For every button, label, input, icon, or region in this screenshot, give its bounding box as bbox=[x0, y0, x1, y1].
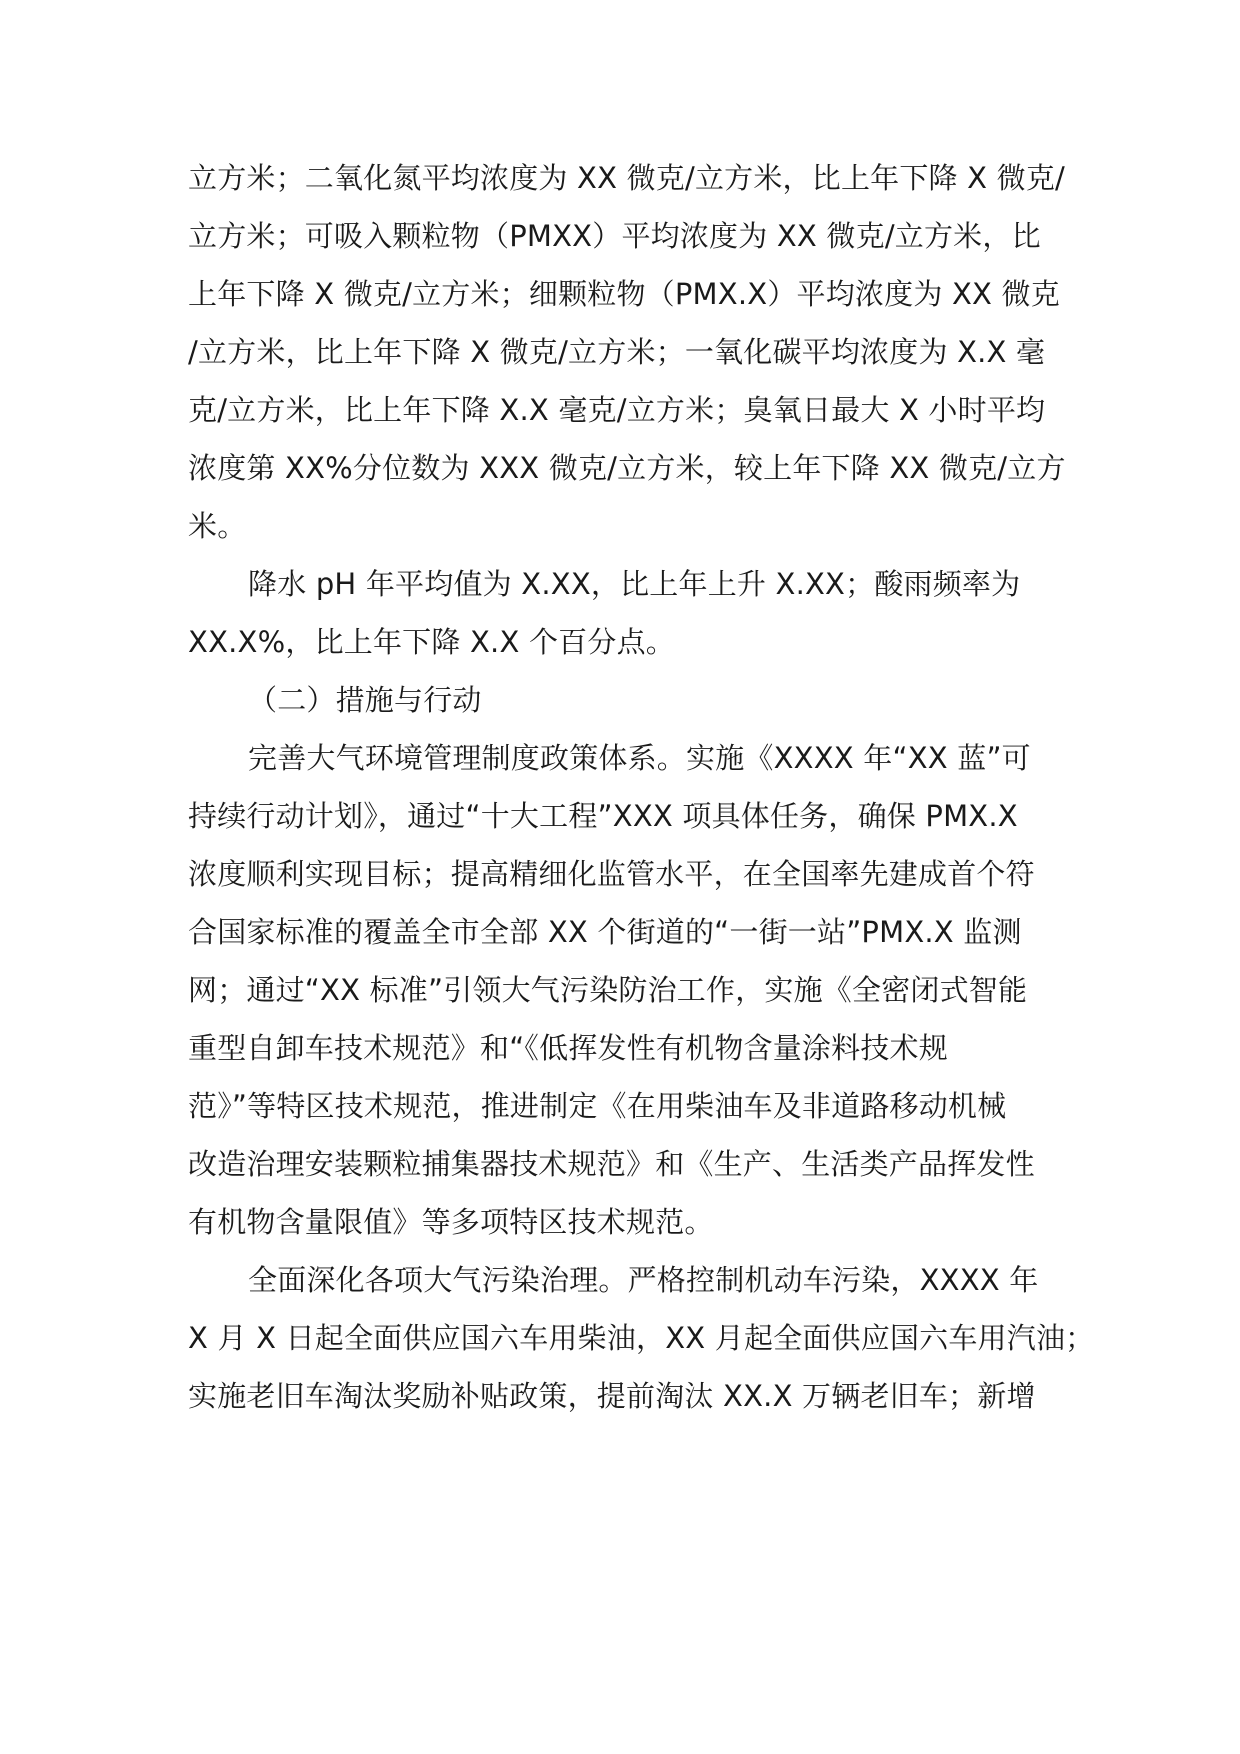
body-text-line: 合国家标准的覆盖全市全部 XX 个街道的“一街一站”PMX.X 监测 bbox=[188, 915, 1022, 949]
body-text-line: 改造治理安装颗粒捕集器技术规范》和《生产、生活类产品挥发性 bbox=[188, 1147, 1035, 1181]
body-text-line: 网；通过“XX 标准”引领大气污染防治工作，实施《全密闭式智能 bbox=[188, 973, 1028, 1007]
body-text-line: 立方米；可吸入颗粒物（PMXX）平均浓度为 XX 微克/立方米，比 bbox=[188, 219, 1041, 253]
body-text-line: 米。 bbox=[188, 509, 247, 543]
paragraph-first-line: 全面深化各项大气污染治理。严格控制机动车污染，XXXX 年 bbox=[248, 1263, 1039, 1297]
body-text-line: 实施老旧车淘汰奖励补贴政策，提前淘汰 XX.X 万辆老旧车；新增 bbox=[188, 1379, 1036, 1413]
body-text-line: 克/立方米，比上年下降 X.X 毫克/立方米；臭氧日最大 X 小时平均 bbox=[188, 393, 1046, 427]
body-text-line: 持续行动计划》，通过“十大工程”XXX 项具体任务，确保 PMX.X bbox=[188, 799, 1018, 833]
body-text-line: X 月 X 日起全面供应国六车用柴油，XX 月起全面供应国六车用汽油； bbox=[188, 1321, 1095, 1355]
body-text-line: 上年下降 X 微克/立方米；细颗粒物（PMX.X）平均浓度为 XX 微克 bbox=[188, 277, 1060, 311]
body-text-line: 有机物含量限值》等多项特区技术规范。 bbox=[188, 1205, 714, 1239]
body-text-line: /立方米，比上年下降 X 微克/立方米；一氧化碳平均浓度为 X.X 毫 bbox=[188, 335, 1046, 369]
body-text-line: 浓度顺利实现目标；提高精细化监管水平，在全国率先建成首个符 bbox=[188, 857, 1035, 891]
paragraph-first-line: 完善大气环境管理制度政策体系。实施《XXXX 年“XX 蓝”可 bbox=[248, 741, 1031, 775]
body-text-line: XX.X%，比上年下降 X.X 个百分点。 bbox=[188, 625, 675, 659]
section-heading: （二）措施与行动 bbox=[248, 683, 482, 717]
body-text-line: 重型自卸车技术规范》和“《低挥发性有机物含量涂料技术规 bbox=[188, 1031, 948, 1065]
body-text-line: 范》”等特区技术规范，推进制定《在用柴油车及非道路移动机械 bbox=[188, 1089, 1007, 1123]
body-text-line: 浓度第 XX%分位数为 XXX 微克/立方米，较上年下降 XX 微克/立方 bbox=[188, 451, 1066, 485]
paragraph-first-line: 降水 pH 年平均值为 X.XX，比上年上升 X.XX；酸雨频率为 bbox=[248, 567, 1021, 601]
body-text-line: 立方米；二氧化氮平均浓度为 XX 微克/立方米，比上年下降 X 微克/ bbox=[188, 161, 1066, 195]
